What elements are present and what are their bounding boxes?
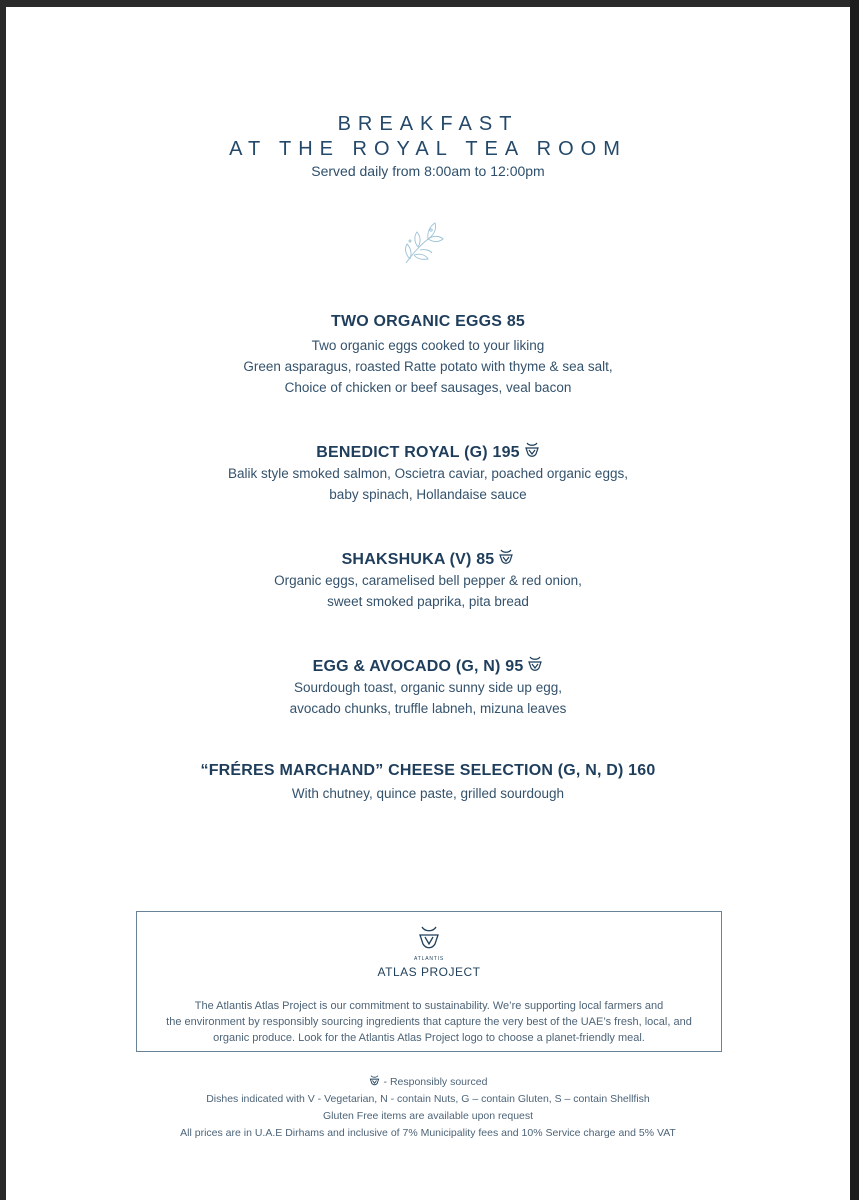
dietary-legend: Dishes indicated with V - Vegetarian, N - contain Nuts, G – contain Gluten, S – contain Shellfish <box>206 1093 650 1105</box>
responsibly-sourced-text: - Responsibly sourced <box>383 1076 488 1088</box>
dish-title-text: BENEDICT ROYAL (G) 195 <box>316 444 520 461</box>
gluten-free-note: Gluten Free items are available upon request <box>322 1110 534 1122</box>
lotus-flower-icon <box>398 217 448 269</box>
atlas-logo-icon <box>524 441 540 464</box>
dish-description-line: Balik style smoked salmon, Oscietra caviar, poached organic eggs, <box>228 466 628 481</box>
atlas-project-title: ATLAS PROJECT <box>377 965 481 979</box>
menu-title-line-1: BREAKFAST <box>337 113 519 135</box>
service-hours: Served daily from 8:00am to 12:00pm <box>311 163 545 179</box>
dish-title <box>6 655 850 678</box>
dish-description-line: Choice of chicken or beef sausages, veal bacon <box>284 380 572 395</box>
menu-title-line-2: AT THE ROYAL TEA ROOM <box>229 138 627 160</box>
dish-description-line: Two organic eggs cooked to your liking <box>311 338 545 353</box>
dish-title-text: “FRÉRES MARCHAND” CHEESE SELECTION (G, N, D) 160 <box>200 762 656 779</box>
atlas-logo-icon <box>527 655 543 678</box>
menu-page <box>6 7 850 1200</box>
window-edge <box>850 0 859 1200</box>
dish-description-line: sweet smoked paprika, pita bread <box>327 594 529 609</box>
pricing-note: All prices are in U.A.E Dirhams and inclusive of 7% Municipality fees and 10% Service charge and 5% VAT <box>180 1127 676 1139</box>
dish-description-line: Organic eggs, caramelised bell pepper & red onion, <box>274 573 582 588</box>
dish-title-text: TWO ORGANIC EGGS 85 <box>330 313 526 330</box>
atlas-description-line: organic produce. Look for the Atlantis Atlas Project logo to choose a planet-friendly meal. <box>213 1032 645 1044</box>
dish-description-line: With chutney, quince paste, grilled sourdough <box>291 786 565 801</box>
dish-title <box>6 548 850 571</box>
atlas-logo-small-text: ATLANTIS <box>414 956 444 962</box>
atlas-project-box <box>136 911 722 1052</box>
dish-description-line: Sourdough toast, organic sunny side up egg, <box>294 680 562 695</box>
dish-title <box>6 762 850 780</box>
atlas-logo-icon <box>498 548 514 571</box>
dish-description-line: avocado chunks, truffle labneh, mizuna leaves <box>289 701 567 716</box>
atlas-project-logo-icon <box>417 924 441 954</box>
dish-title <box>6 441 850 464</box>
atlas-description-line: The Atlantis Atlas Project is our commitment to sustainability. We’re supporting local farmers and <box>194 1000 664 1012</box>
dish-description-line: baby spinach, Hollandaise sauce <box>329 487 527 502</box>
dish-description-line: Green asparagus, roasted Ratte potato with thyme & sea salt, <box>243 359 613 374</box>
dish-title-text: SHAKSHUKA (V) 85 <box>341 551 495 568</box>
dish-title-text: EGG & AVOCADO (G, N) 95 <box>312 658 524 675</box>
atlas-description-line: the environment by responsibly sourcing ingredients that capture the very best of the UAE’s fresh, local, and <box>166 1016 692 1028</box>
dish-title <box>6 313 850 331</box>
